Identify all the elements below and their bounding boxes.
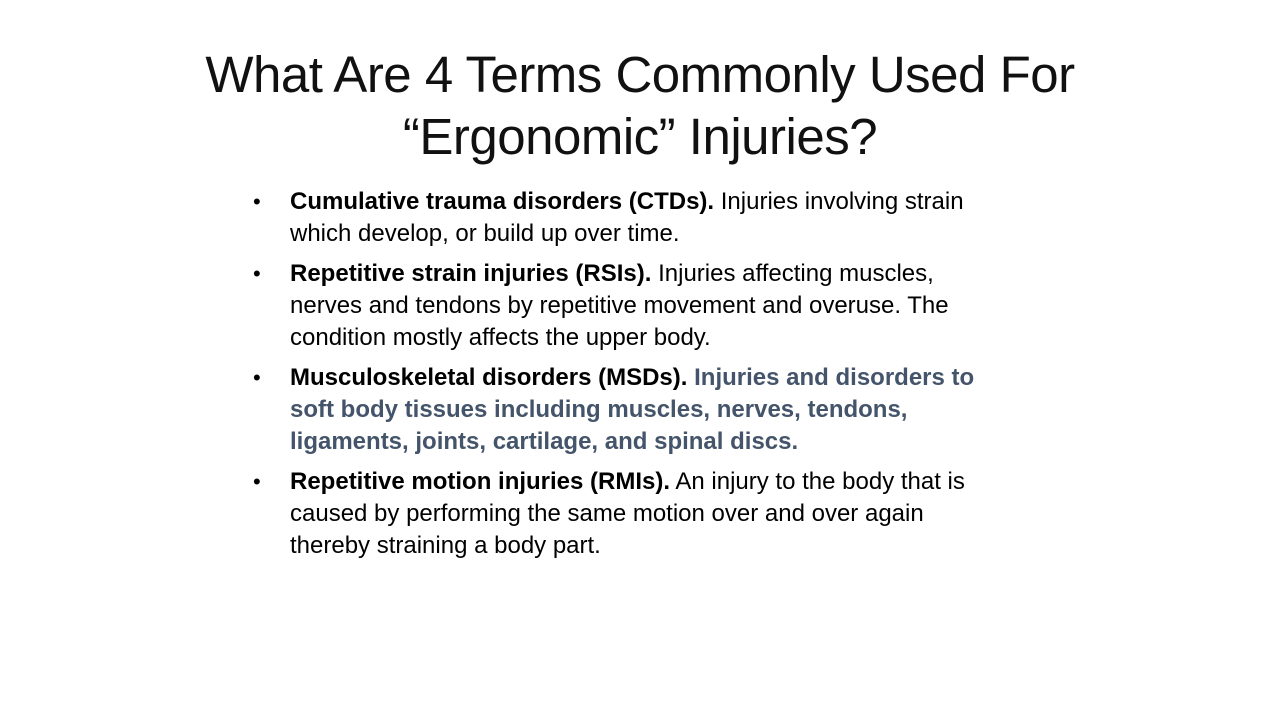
bullet-dot-icon: • xyxy=(253,261,261,286)
bullet-term: Repetitive strain injuries (RSIs). xyxy=(290,260,652,287)
bullet-term: Repetitive motion injuries (RMIs). xyxy=(290,468,671,495)
bullet-description: Injuries affecting muscles, nerves and tendons by repetitive movement and overuse. The condition mostly affects the upper body. xyxy=(290,260,949,351)
bullet-dot-icon: • xyxy=(253,189,261,214)
bullet-term: Cumulative trauma disorders (CTDs). xyxy=(290,188,715,215)
bullet-description: An injury to the body that is caused by performing the same motion over and over again thereby straining a body part. xyxy=(290,468,965,559)
bullet-description: Injuries involving strain which develop, or build up over time. xyxy=(290,188,964,247)
bullet-item-rsis xyxy=(253,258,993,354)
bullet-description-highlighted: Injuries and disorders to soft body tissues including muscles, nerves, tendons, ligaments, joints, cartilage, and spinal discs. xyxy=(290,364,975,455)
bullet-list xyxy=(253,186,993,570)
slide-title-line-2: “Ergonomic” Injuries? xyxy=(402,108,878,165)
bullet-item-ctds xyxy=(253,186,993,250)
bullet-dot-icon: • xyxy=(253,365,261,390)
bullet-item-rmis xyxy=(253,466,993,562)
slide-title xyxy=(100,44,1180,168)
bullet-term: Musculoskeletal disorders (MSDs). xyxy=(290,364,688,391)
slide-title-line-1: What Are 4 Terms Commonly Used For xyxy=(205,46,1075,103)
bullet-dot-icon: • xyxy=(253,469,261,494)
bullet-item-msds xyxy=(253,362,993,458)
